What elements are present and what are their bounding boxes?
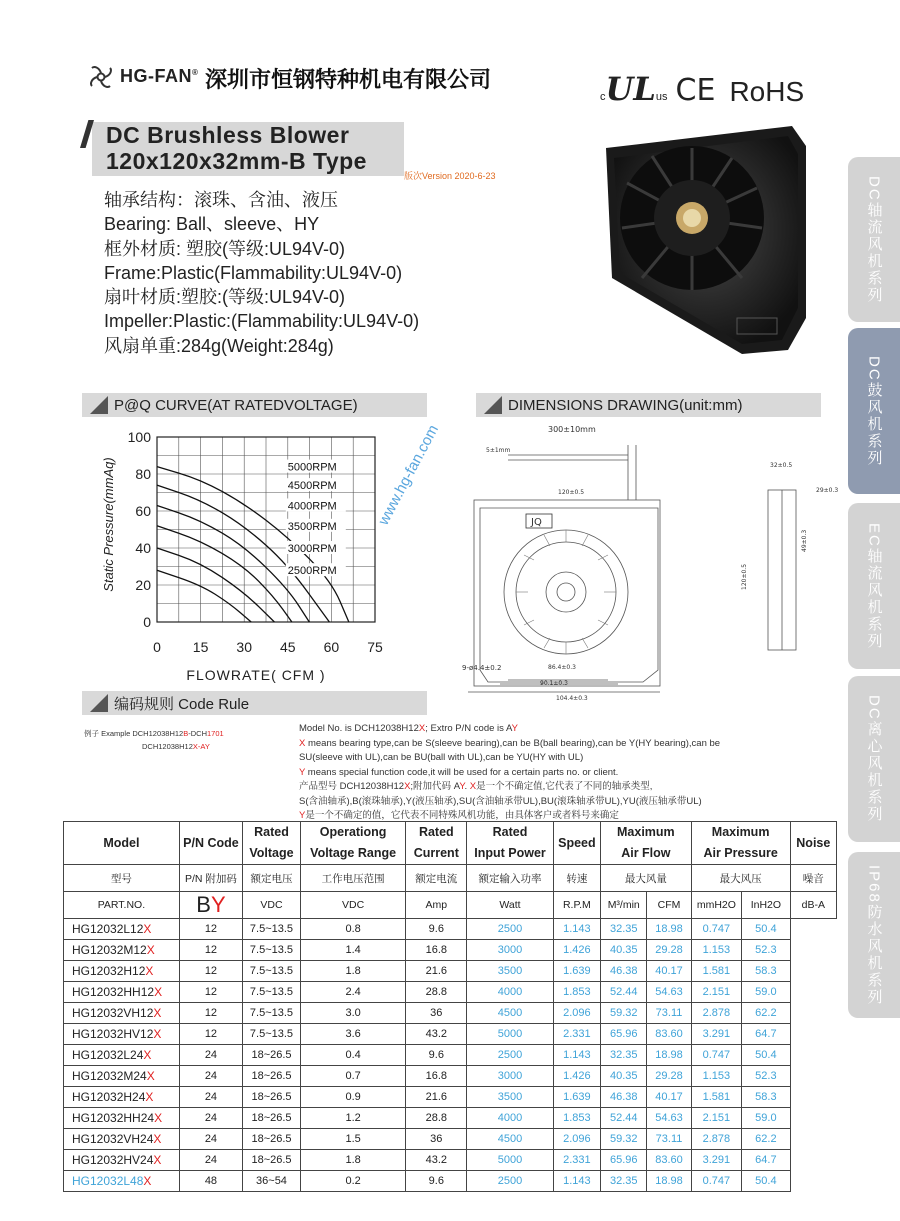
pressure-in-cell: 0.747 <box>691 1045 742 1066</box>
drawing-dim: 120±0.5 <box>558 489 585 496</box>
pressure-mm-cell: 18.98 <box>647 919 691 940</box>
table-row <box>64 1171 837 1192</box>
code-rule-header: 编码规则 Code Rule <box>82 691 427 715</box>
series-label: 3500RPM <box>287 520 337 533</box>
speed-cell: 3500 <box>467 961 553 982</box>
current-cell: 0.2 <box>300 1171 405 1192</box>
model-cell: HG12032VH12X <box>64 1003 180 1024</box>
range-cell: 18~26.5 <box>243 1087 301 1108</box>
series-label: 3000RPM <box>287 543 337 555</box>
airflow-cfm-cell: 40.35 <box>601 1066 647 1087</box>
y-tick-label: 100 <box>127 429 151 445</box>
pressure-mm-cell: 83.60 <box>647 1150 691 1171</box>
unit-label: PART.NO. <box>64 892 180 919</box>
power-cell: 43.2 <box>406 1150 467 1171</box>
unit-label: Amp <box>406 892 467 919</box>
range-cell: 7.5~13.5 <box>243 1024 301 1045</box>
model-cell: HG12032HV24X <box>64 1150 180 1171</box>
cn-label: P/N 附加码 <box>179 865 242 892</box>
model-cell: HG12032H12X <box>64 961 180 982</box>
speed-cell: 2500 <box>467 1045 553 1066</box>
unit-label: InH2O <box>742 892 790 919</box>
range-cell: 7.5~13.5 <box>243 1003 301 1024</box>
pressure-in-cell: 0.747 <box>691 1171 742 1192</box>
table-row <box>64 919 837 940</box>
header-op-voltage: Operationg Voltage Range <box>300 822 405 865</box>
airflow-m3-cell: 2.331 <box>553 1150 600 1171</box>
current-cell: 0.4 <box>300 1045 405 1066</box>
pressure-mm-cell: 29.28 <box>647 940 691 961</box>
x-tick-label: 60 <box>323 639 340 655</box>
x-axis-title: FLOWRATE( CFM ) <box>186 667 326 683</box>
airflow-cfm-cell: 32.35 <box>601 919 647 940</box>
airflow-cfm-cell: 40.35 <box>601 940 647 961</box>
current-cell: 1.4 <box>300 940 405 961</box>
range-cell: 18~26.5 <box>243 1129 301 1150</box>
voltage-cell: 48 <box>179 1171 242 1192</box>
table-row <box>64 1045 837 1066</box>
pressure-mm-cell: 73.11 <box>647 1003 691 1024</box>
table-row <box>64 940 837 961</box>
dimensions-header: DIMENSIONS DRAWING(unit:mm) <box>476 393 821 417</box>
voltage-cell: 12 <box>179 919 242 940</box>
voltage-cell: 12 <box>179 982 242 1003</box>
header-pn: P/N Code <box>179 822 242 865</box>
unit-label: VDC <box>300 892 405 919</box>
company-name: 深圳市恒钢特种机电有限公司 <box>205 67 492 92</box>
noise-cell: 58.3 <box>742 961 790 982</box>
table-header-row <box>64 822 837 865</box>
table-row <box>64 961 837 982</box>
current-cell: 0.8 <box>300 919 405 940</box>
speed-cell: 3500 <box>467 1087 553 1108</box>
model-cell: HG12032M24X <box>64 1066 180 1087</box>
version-label: 版次Version 2020-6-23 <box>404 171 496 181</box>
pressure-mm-cell: 54.63 <box>647 982 691 1003</box>
tab-ec-axial[interactable]: EC轴流风机系列 <box>848 503 900 669</box>
range-cell: 7.5~13.5 <box>243 961 301 982</box>
pq-curve-header: P@Q CURVE(AT RATEDVOLTAGE) <box>82 393 427 417</box>
noise-cell: 52.3 <box>742 1066 790 1087</box>
power-cell: 28.8 <box>406 982 467 1003</box>
airflow-cfm-cell: 46.38 <box>601 1087 647 1108</box>
pressure-mm-cell: 18.98 <box>647 1045 691 1066</box>
spec-line: 轴承结构：滚珠、含油、液压 <box>104 190 338 210</box>
y-tick-label: 20 <box>135 577 151 593</box>
unit-label: R.P.M <box>553 892 600 919</box>
range-cell: 7.5~13.5 <box>243 919 301 940</box>
voltage-cell: 24 <box>179 1087 242 1108</box>
noise-cell: 64.7 <box>742 1024 790 1045</box>
range-cell: 18~26.5 <box>243 1045 301 1066</box>
table-cn-row <box>64 865 837 892</box>
pressure-in-cell: 1.581 <box>691 1087 742 1108</box>
cn-label: 噪音 <box>790 865 836 892</box>
airflow-m3-cell: 1.426 <box>553 940 600 961</box>
airflow-cfm-cell: 32.35 <box>601 1171 647 1192</box>
model-cell: HG12032L12X <box>64 919 180 940</box>
pressure-mm-cell: 40.17 <box>647 961 691 982</box>
airflow-cfm-cell: 32.35 <box>601 1045 647 1066</box>
unit-label: Watt <box>467 892 553 919</box>
power-cell: 16.8 <box>406 1066 467 1087</box>
power-cell: 21.6 <box>406 1087 467 1108</box>
airflow-m3-cell: 1.426 <box>553 1066 600 1087</box>
model-cell: HG12032M12X <box>64 940 180 961</box>
series-label: 2500RPM <box>287 565 337 578</box>
current-cell: 1.8 <box>300 961 405 982</box>
drawing-dim: 29±0.3 <box>816 487 839 494</box>
model-cell: HG12032L24X <box>64 1045 180 1066</box>
drawing-dim: 9-ø4.4±0.2 <box>462 664 502 672</box>
airflow-m3-cell: 1.853 <box>553 1108 600 1129</box>
spec-line: 扇叶材质:塑胶:(等级:UL94V-0) <box>104 287 346 308</box>
cn-label: 工作电压范围 <box>300 865 405 892</box>
airflow-m3-cell: 1.853 <box>553 982 600 1003</box>
power-cell: 9.6 <box>406 919 467 940</box>
current-cell: 1.2 <box>300 1108 405 1129</box>
y-tick-label: 60 <box>135 503 151 519</box>
y-tick-label: 80 <box>135 466 151 482</box>
unit-label: mmH2O <box>691 892 742 919</box>
speed-cell: 2500 <box>467 1171 553 1192</box>
model-cell: HG12032H24X <box>64 1087 180 1108</box>
table-units-row <box>64 892 837 919</box>
speed-cell: 4500 <box>467 1129 553 1150</box>
y-axis-title: Static Pressure(mmAq) <box>101 457 116 592</box>
table-row <box>64 1024 837 1045</box>
spec-table <box>63 821 837 1192</box>
current-cell: 2.4 <box>300 982 405 1003</box>
noise-cell: 58.3 <box>742 1087 790 1108</box>
noise-cell: 50.4 <box>742 1171 790 1192</box>
noise-cell: 59.0 <box>742 982 790 1003</box>
spec-line: 风扇单重:284g(Weight:284g) <box>104 335 334 356</box>
noise-cell: 62.2 <box>742 1129 790 1150</box>
table-row <box>64 1129 837 1150</box>
power-cell: 43.2 <box>406 1024 467 1045</box>
cn-label: 额定输入功率 <box>467 865 553 892</box>
spec-line: Bearing: Ball、sleeve、HY <box>104 214 320 235</box>
spec-list <box>104 188 419 358</box>
y-tick-label: 40 <box>135 540 151 556</box>
pq-curve-chart <box>95 425 425 700</box>
x-tick-label: 30 <box>236 639 252 655</box>
drawing-dim: 300±10mm <box>548 425 596 434</box>
cn-label: 最大风量 <box>601 865 692 892</box>
unit-label: dB-A <box>790 892 836 919</box>
cn-label: 额定电压 <box>243 865 301 892</box>
y-tick-label: 0 <box>143 614 151 630</box>
model-cell: HG12032VH24X <box>64 1129 180 1150</box>
voltage-cell: 24 <box>179 1066 242 1087</box>
pressure-in-cell: 3.291 <box>691 1150 742 1171</box>
header-airflow: Maximum Air Flow <box>601 822 692 865</box>
hgfan-logo-icon <box>86 62 116 92</box>
pressure-mm-cell: 54.63 <box>647 1108 691 1129</box>
speed-cell: 4000 <box>467 982 553 1003</box>
airflow-m3-cell: 2.096 <box>553 1129 600 1150</box>
noise-cell: 59.0 <box>742 1108 790 1129</box>
speed-cell: 3000 <box>467 1066 553 1087</box>
range-cell: 18~26.5 <box>243 1066 301 1087</box>
range-cell: 36~54 <box>243 1171 301 1192</box>
cn-label: 转速 <box>553 865 600 892</box>
airflow-m3-cell: 1.639 <box>553 961 600 982</box>
code-example: 例子 Example DCH12038H12B-DCH1701 DCH12038H12X-AY <box>84 729 224 751</box>
blower-fan-photo <box>592 118 810 358</box>
airflow-m3-cell: 1.143 <box>553 919 600 940</box>
power-cell: 36 <box>406 1129 467 1150</box>
drawing-dim: 5±1mm <box>486 447 511 454</box>
power-cell: 21.6 <box>406 961 467 982</box>
series-label: 4500RPM <box>287 480 337 493</box>
cn-label: 型号 <box>64 865 180 892</box>
x-tick-label: 45 <box>280 639 296 655</box>
pressure-in-cell: 1.153 <box>691 940 742 961</box>
current-cell: 3.0 <box>300 1003 405 1024</box>
pressure-mm-cell: 40.17 <box>647 1087 691 1108</box>
header-speed: Speed <box>553 822 600 865</box>
triangle-icon <box>484 396 502 414</box>
dimensions-drawing <box>448 420 848 710</box>
voltage-cell: 24 <box>179 1045 242 1066</box>
ce-mark: CE <box>675 73 716 108</box>
airflow-cfm-cell: 52.44 <box>601 982 647 1003</box>
unit-label: CFM <box>647 892 691 919</box>
brand-name: HG-FAN® <box>120 66 199 86</box>
drawing-dim: 104.4±0.3 <box>556 695 588 702</box>
noise-cell: 64.7 <box>742 1150 790 1171</box>
airflow-cfm-cell: 52.44 <box>601 1108 647 1129</box>
pressure-in-cell: 0.747 <box>691 919 742 940</box>
spec-line: 框外材质: 塑胶(等级:UL94V-0) <box>104 238 346 259</box>
voltage-cell: 12 <box>179 1003 242 1024</box>
tab-dc-blower[interactable]: DC鼓风机系列 <box>848 328 900 494</box>
current-cell: 1.5 <box>300 1129 405 1150</box>
drawing-dim: 120±0.5 <box>741 563 748 590</box>
header-power: Rated Input Power <box>467 822 553 865</box>
cn-label: 额定电流 <box>406 865 467 892</box>
drawing-dim: 90.1±0.3 <box>540 680 568 687</box>
speed-cell: 3000 <box>467 940 553 961</box>
series-label: 5000RPM <box>287 461 337 474</box>
product-title-line1: DC Brushless Blower <box>106 122 350 148</box>
voltage-cell: 24 <box>179 1108 242 1129</box>
tab-dc-axial[interactable]: DC轴流风机系列 <box>848 157 900 322</box>
header-noise: Noise <box>790 822 836 865</box>
voltage-cell: 12 <box>179 1024 242 1045</box>
drawing-label: JQ <box>531 517 542 528</box>
range-cell: 7.5~13.5 <box>243 982 301 1003</box>
range-cell: 18~26.5 <box>243 1150 301 1171</box>
airflow-m3-cell: 1.143 <box>553 1045 600 1066</box>
airflow-cfm-cell: 65.96 <box>601 1150 647 1171</box>
speed-cell: 5000 <box>467 1024 553 1045</box>
x-tick-label: 15 <box>192 639 209 655</box>
product-title-line2: 120x120x32mm-B Type <box>106 148 367 174</box>
pressure-in-cell: 2.151 <box>691 982 742 1003</box>
airflow-m3-cell: 1.143 <box>553 1171 600 1192</box>
noise-cell: 52.3 <box>742 940 790 961</box>
pressure-in-cell: 1.153 <box>691 1066 742 1087</box>
airflow-cfm-cell: 65.96 <box>601 1024 647 1045</box>
cn-label: 最大风压 <box>691 865 790 892</box>
unit-label: VDC <box>243 892 301 919</box>
speed-cell: 4500 <box>467 1003 553 1024</box>
header-rated-voltage: Rated Voltage <box>243 822 301 865</box>
code-rule-text: Model No. is DCH12038H12X; Extro P/N code is AY X means bearing type,can be S(sleeve bearing),can be B(ball bearing),can be Y(HY bearing),can be SU(sleeve with UL),can be BU(ball with UL),can be YU(HY with UL) Y means special function code,it will be used for a certain parts no. or client. 产品型号 DCH12038H12X;附加代码 AY. X是一个不确定值,它代表了不同的轴承类型, S(含油轴承),B(滚珠轴承),Y(液压轴承),SU(含油轴承带UL),BU(滚珠轴承带UL),YU(液压轴承带UL) Y是一个不确定的值，它代表不同特殊风机功能，由具体客户或者料号来确定 <box>299 723 721 821</box>
noise-cell: 62.2 <box>742 1003 790 1024</box>
x-tick-label: 0 <box>153 639 161 655</box>
current-cell: 3.6 <box>300 1024 405 1045</box>
model-cell: HG12032L48X <box>64 1171 180 1192</box>
series-label: 4000RPM <box>287 500 337 513</box>
pressure-in-cell: 1.581 <box>691 961 742 982</box>
airflow-cfm-cell: 59.32 <box>601 1129 647 1150</box>
certification-marks <box>600 72 804 108</box>
pn-code-cell: BY <box>179 892 242 919</box>
header-pressure: Maximum Air Pressure <box>691 822 790 865</box>
voltage-cell: 24 <box>179 1150 242 1171</box>
drawing-dim: 49±0.3 <box>801 529 808 552</box>
table-row <box>64 1003 837 1024</box>
current-cell: 0.9 <box>300 1087 405 1108</box>
model-cell: HG12032HH24X <box>64 1108 180 1129</box>
range-cell: 7.5~13.5 <box>243 940 301 961</box>
series-line-2500RPM <box>157 570 251 622</box>
spec-line: Frame:Plastic(Flammability:UL94V-0) <box>104 262 403 283</box>
table-row <box>64 982 837 1003</box>
model-cell: HG12032HV12X <box>64 1024 180 1045</box>
current-cell: 0.7 <box>300 1066 405 1087</box>
pressure-in-cell: 2.878 <box>691 1003 742 1024</box>
unit-label: M³/min <box>601 892 647 919</box>
drawing-dim: 32±0.5 <box>770 462 793 469</box>
airflow-cfm-cell: 46.38 <box>601 961 647 982</box>
airflow-m3-cell: 2.331 <box>553 1024 600 1045</box>
pressure-mm-cell: 73.11 <box>647 1129 691 1150</box>
drawing-dim: 86.4±0.3 <box>548 664 576 671</box>
pressure-in-cell: 2.151 <box>691 1108 742 1129</box>
voltage-cell: 24 <box>179 1129 242 1150</box>
airflow-m3-cell: 1.639 <box>553 1087 600 1108</box>
airflow-cfm-cell: 59.32 <box>601 1003 647 1024</box>
spec-line: Impeller:Plastic:(Flammability:UL94V-0) <box>104 311 420 332</box>
range-cell: 18~26.5 <box>243 1108 301 1129</box>
speed-cell: 4000 <box>467 1108 553 1129</box>
pressure-mm-cell: 18.98 <box>647 1171 691 1192</box>
pressure-in-cell: 3.291 <box>691 1024 742 1045</box>
model-cell: HG12032HH12X <box>64 982 180 1003</box>
triangle-icon <box>90 396 108 414</box>
ul-mark: cULus <box>600 70 668 108</box>
power-cell: 28.8 <box>406 1108 467 1129</box>
x-tick-label: 75 <box>367 639 383 655</box>
speed-cell: 2500 <box>467 919 553 940</box>
power-cell: 9.6 <box>406 1171 467 1192</box>
tab-ip68[interactable]: IP68防水风机系列 <box>848 852 900 1018</box>
header-current: Rated Current <box>406 822 467 865</box>
power-cell: 16.8 <box>406 940 467 961</box>
pressure-mm-cell: 29.28 <box>647 1066 691 1087</box>
website-watermark: www.hg-fan.com <box>375 422 443 528</box>
pressure-mm-cell: 83.60 <box>647 1024 691 1045</box>
table-row <box>64 1150 837 1171</box>
airflow-m3-cell: 2.096 <box>553 1003 600 1024</box>
rohs-mark: RoHS <box>729 76 805 107</box>
table-row <box>64 1066 837 1087</box>
power-cell: 36 <box>406 1003 467 1024</box>
voltage-cell: 12 <box>179 940 242 961</box>
table-row <box>64 1108 837 1129</box>
pressure-in-cell: 2.878 <box>691 1129 742 1150</box>
table-row <box>64 1087 837 1108</box>
current-cell: 1.8 <box>300 1150 405 1171</box>
speed-cell: 5000 <box>467 1150 553 1171</box>
noise-cell: 50.4 <box>742 1045 790 1066</box>
tab-dc-centrifugal[interactable]: DC离心风机系列 <box>848 676 900 842</box>
voltage-cell: 12 <box>179 961 242 982</box>
noise-cell: 50.4 <box>742 919 790 940</box>
power-cell: 9.6 <box>406 1045 467 1066</box>
header-model: Model <box>64 822 180 865</box>
